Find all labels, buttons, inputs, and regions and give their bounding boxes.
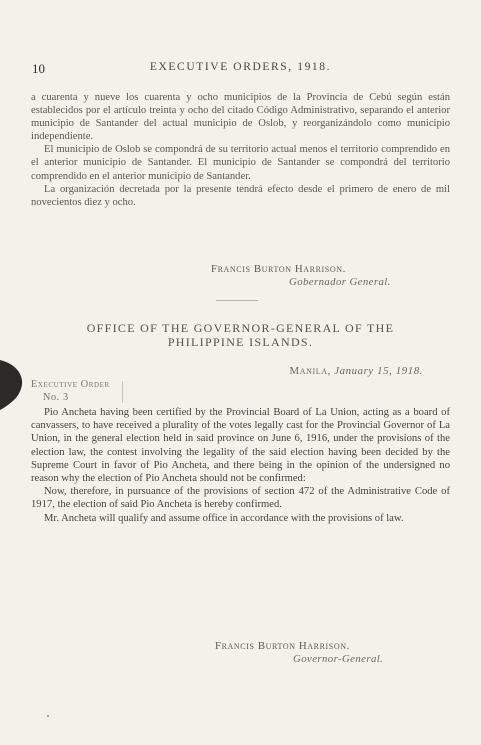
page-number: 10: [32, 61, 45, 76]
paper-speck: [47, 715, 49, 717]
spanish-signature-name: Francis Burton Harrison.: [211, 263, 346, 275]
dateline-place: Manila,: [289, 365, 331, 377]
spanish-order-text: [31, 91, 450, 209]
section-divider: [216, 300, 258, 301]
running-title: EXECUTIVE ORDERS, 1918.: [149, 61, 332, 73]
spanish-paragraph-1: a cuarenta y nueve los cuarenta y ocho municipios de la Provincia de Cebú según están establecidos por el artículo treinta y ocho del citado Código Administrativo, separando el anterior municipio de Santander del actual municipio de Oslob, y reorganizándolo como municipio independiente.: [31, 92, 450, 143]
spanish-paragraph-2: El municipio de Oslob se compondrá de su territorio actual menos el territorio comprendido en el anterior municipio de Santander. El municipio de Santander se compondrá del territorio comprendido en el anterior municipio de Santander.: [31, 144, 450, 182]
office-heading-line-1: OFFICE OF THE GOVERNOR-GENERAL OF THE: [86, 321, 395, 335]
order-number: No. 3: [43, 392, 69, 403]
office-heading-line-2: PHILIPPINE ISLANDS.: [167, 335, 314, 349]
order-label: Executive Order: [31, 379, 110, 390]
english-paragraph-3: Mr. Ancheta will qualify and assume office in accordance with the provisions of law.: [44, 512, 404, 524]
spanish-signature-title: Gobernador General.: [289, 276, 391, 288]
executive-order-number: [31, 378, 110, 404]
english-signature-title: Governor-General.: [293, 653, 384, 665]
office-heading: [0, 321, 481, 349]
ink-stain: [0, 352, 28, 412]
dateline-date: January 15, 1918.: [334, 365, 423, 377]
spanish-paragraph-3: La organización decretada por la presente tendrá efecto desde el primero de enero de mil novecientos diez y ocho.: [31, 183, 450, 208]
english-order-text: [31, 406, 450, 525]
english-paragraph-2: Now, therefore, in pursuance of the provisions of section 472 of the Administrative Code of 1917, the election of said Pio Ancheta is hereby confirmed.: [31, 486, 450, 511]
english-signature-name: Francis Burton Harrison.: [215, 640, 350, 652]
order-brace: [122, 381, 123, 403]
dateline: [290, 365, 423, 377]
english-paragraph-1: Pio Ancheta having been certified by the Provincial Board of La Union, acting as a board of canvassers, to have received a plurality of the votes legally cast for the Provincial Governor of La Union, in the general election held in said province on June 6, 1916, under the provisions of the election law, the contest involving the legality of the said election having been decided by the Supreme Court in favor of Pio Ancheta, and there being in the opinion of the undersigned no reason why the election of Pio Ancheta should not be confirmed:: [31, 407, 450, 485]
